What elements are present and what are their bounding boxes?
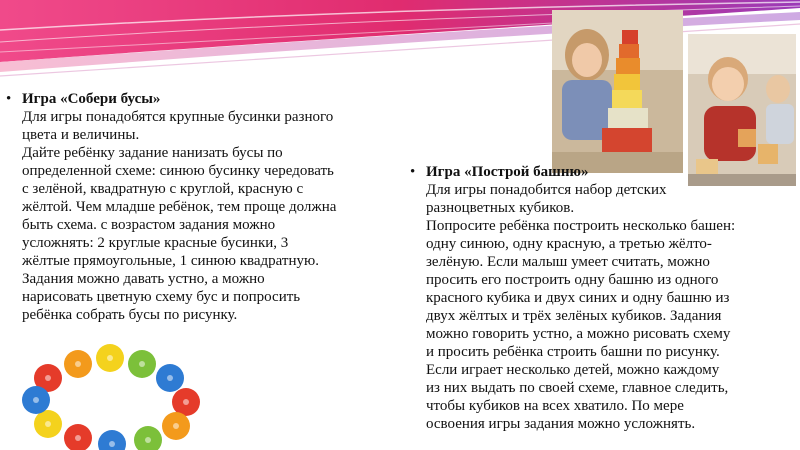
text-line: Попросите ребёнка построить несколько башен: <box>426 218 736 234</box>
tower-game-section <box>410 163 795 433</box>
text-line: Для игры понадобятся крупные бусинки разного <box>22 109 334 125</box>
text-line: просить его построить одну башню из одного <box>426 272 719 288</box>
text-line: можно говорить устно, а можно рисовать схему <box>426 326 731 342</box>
text-line: освоения игры задания можно усложнять. <box>426 416 696 432</box>
text-line: зелёную. Если малыш умеет считать, можно <box>426 254 710 270</box>
text-line: Для игры понадобится набор детских <box>426 182 667 198</box>
bullet-point: • <box>6 91 12 107</box>
text-line: двух жёлтых и трёх зелёных кубиков. Задания <box>426 308 722 324</box>
text-line: чтобы кубиков на всех хватило. По мере <box>426 398 684 414</box>
text-line: Дайте ребёнку задание нанизать бусы по <box>22 145 283 161</box>
text-line: ребёнка собрать бусы по рисунку. <box>22 307 238 323</box>
text-line: из них выдать по своей схеме, главное следить, <box>426 380 729 396</box>
bullet-point: • <box>410 164 416 180</box>
text-line: одну синюю, одну красную, а третью жёлто- <box>426 236 712 252</box>
text-line: с зелёной, квадратную с круглой, красную с <box>22 181 304 197</box>
beads-game-title: Игра «Собери бусы» <box>22 91 161 107</box>
text-line: разноцветных кубиков. <box>426 200 575 216</box>
text-line: определенной схеме: синюю бусинку чередовать <box>22 163 334 179</box>
text-line: цвета и величины. <box>22 127 140 143</box>
child-building-tower-photo <box>552 10 683 173</box>
text-line: быть схема. с возрастом задания можно <box>22 217 276 233</box>
text-line: нарисовать цветную схему бус и попросить <box>22 289 301 305</box>
button-beads-image <box>0 330 225 450</box>
text-line: и просить ребёнка строить башни по рисунку. <box>426 344 720 360</box>
text-line: красного кубика и двух синих и одну башню из <box>426 290 730 306</box>
text-line: Задания можно давать устно, а можно <box>22 271 265 287</box>
tower-game-title: Игра «Построй башню» <box>426 164 589 180</box>
text-line: Если играет несколько детей, можно каждому <box>426 362 720 378</box>
text-line: жёлтые прямоугольные, 1 синюю квадратную. <box>22 253 319 269</box>
text-line: жёлтой. Чем младше ребёнок, тем проще должна <box>22 199 337 215</box>
beads-game-section <box>6 90 391 324</box>
text-line: усложнять: 2 круглые красные бусинки, 3 <box>22 235 289 251</box>
